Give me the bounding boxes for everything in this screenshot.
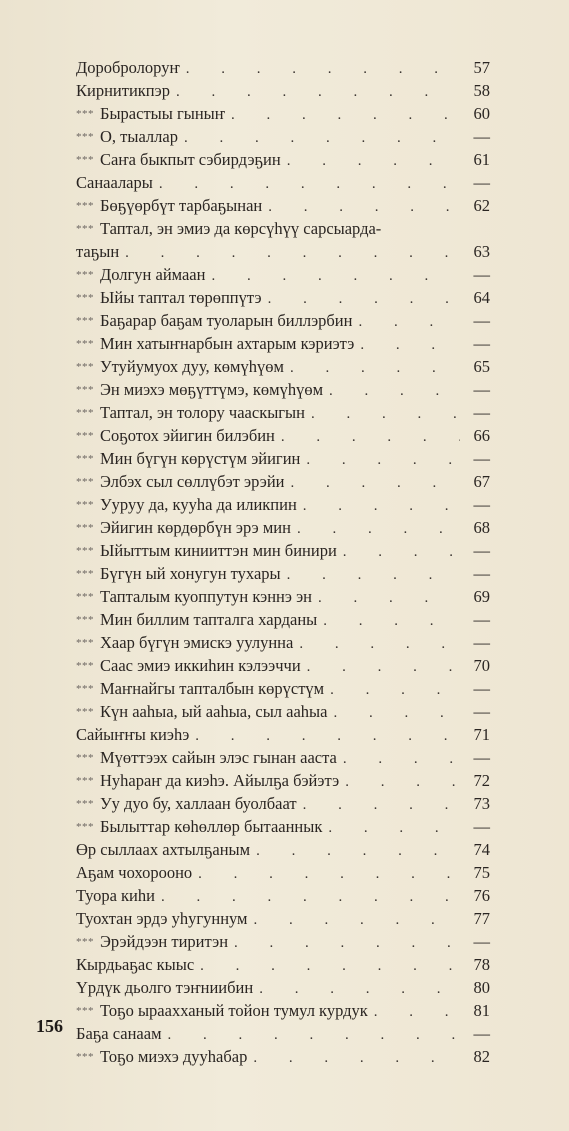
- toc-entry-page: 82: [473, 1047, 490, 1066]
- toc-entry-page: —: [473, 541, 490, 560]
- toc-entry-title: Элбэх сыл сөллүбэт эрэйи: [100, 472, 285, 491]
- toc-entry-title: Эрэйдээн тиритэн: [100, 932, 229, 951]
- toc-entry-title: Соҕотох эйигин билэбин: [100, 426, 275, 445]
- toc-entry-title: О, тыаллар: [100, 127, 178, 146]
- toc-entry: [76, 79, 490, 102]
- toc-entry-page: —: [473, 495, 490, 514]
- asterisk-marker: ***: [76, 821, 94, 833]
- toc-entry-page: 81: [473, 1001, 490, 1020]
- toc-entry-page: 57: [473, 58, 490, 77]
- asterisk-marker: ***: [76, 660, 94, 672]
- asterisk-marker: ***: [76, 522, 94, 534]
- toc-entry-title: Таптал, эн эмиэ да көрсүһүү сарсыарда-: [100, 219, 382, 238]
- asterisk-marker: ***: [76, 936, 94, 948]
- toc-entry: [76, 309, 490, 332]
- asterisk-marker: ***: [76, 292, 94, 304]
- toc-entry: [76, 401, 490, 424]
- toc-entry-title: Утуйумуох дуу, көмүһүөм: [100, 357, 284, 376]
- toc-entry: [76, 861, 490, 884]
- toc-entry-page: 71: [473, 725, 490, 744]
- dot-leader: [153, 173, 460, 196]
- dot-leader: [194, 955, 460, 978]
- toc-entry-title: Эйигин көрдөрбүн эрэ мин: [100, 518, 291, 537]
- asterisk-marker: ***: [76, 798, 94, 810]
- toc-entry-title: Саас эмиэ иккиһин кэлээччи: [100, 656, 301, 675]
- dot-leader: [262, 288, 460, 311]
- toc-entry-page: —: [473, 1024, 490, 1043]
- toc-entry-title: Өр сыллаах ахтылҕаным: [76, 840, 251, 859]
- asterisk-marker: ***: [76, 752, 94, 764]
- toc-entry-title: Мүөттээх сайын элэс гынан ааста: [100, 748, 337, 767]
- toc-entry-page: —: [473, 127, 490, 146]
- asterisk-marker: ***: [76, 1051, 94, 1063]
- dot-leader: [305, 403, 460, 426]
- toc-entry: [76, 677, 490, 700]
- toc-entry-page: 60: [473, 104, 490, 123]
- toc-entry-page: 65: [473, 357, 490, 376]
- toc-entry: [76, 194, 490, 217]
- dot-leader: [291, 518, 460, 541]
- toc-entry-page: 58: [473, 81, 490, 100]
- dot-leader: [368, 1001, 460, 1024]
- toc-entry: [76, 930, 490, 953]
- asterisk-marker: ***: [76, 637, 94, 649]
- toc-entry: [76, 976, 490, 999]
- toc-entry: [76, 286, 490, 309]
- toc-entry-page: 73: [473, 794, 490, 813]
- dot-leader: [323, 380, 460, 403]
- toc-entry-title: Маҥнайгы тапталбын көрүстүм: [100, 679, 325, 698]
- toc-entry-page: —: [473, 449, 490, 468]
- asterisk-marker: ***: [76, 223, 94, 235]
- toc-entry: [76, 907, 490, 930]
- asterisk-marker: ***: [76, 315, 94, 327]
- toc-entry-page: —: [473, 817, 490, 836]
- toc-entry-title: Туора киһи: [76, 886, 155, 905]
- toc-entry-title: Саҥа быкпыт сэбирдэҕин: [100, 150, 281, 169]
- toc-entry: [76, 562, 490, 585]
- toc-entry-page: —: [473, 265, 490, 284]
- dot-leader: [155, 886, 460, 909]
- dot-leader: [192, 863, 460, 886]
- toc-entry-page: —: [473, 380, 490, 399]
- toc-entry: [76, 1022, 490, 1045]
- dot-leader: [248, 909, 461, 932]
- toc-entry: [76, 884, 490, 907]
- asterisk-marker: ***: [76, 568, 94, 580]
- dot-leader: [327, 702, 460, 725]
- dot-leader: [253, 978, 460, 1001]
- dot-leader: [178, 127, 460, 150]
- toc-entry: [76, 815, 490, 838]
- toc-entry-page: 61: [473, 150, 490, 169]
- dot-leader: [250, 840, 460, 863]
- dot-leader: [225, 104, 460, 127]
- toc-entry-page: —: [473, 679, 490, 698]
- asterisk-marker: ***: [76, 453, 94, 465]
- toc-entry: [76, 838, 490, 861]
- dot-leader: [354, 334, 460, 357]
- toc-entry: [76, 447, 490, 470]
- dot-leader: [293, 633, 460, 656]
- asterisk-marker: ***: [76, 683, 94, 695]
- toc-entry: [76, 217, 490, 240]
- toc-entry-page: 63: [473, 242, 490, 261]
- toc-entry-page: 77: [473, 909, 490, 928]
- page-number: 156: [36, 1016, 63, 1036]
- toc-entry-title: Мин биллим тапталга харданы: [100, 610, 318, 629]
- toc-entry-page: 72: [473, 771, 490, 790]
- dot-leader: [284, 472, 460, 495]
- asterisk-marker: ***: [76, 108, 94, 120]
- dot-leader: [119, 242, 460, 265]
- toc-entry: [76, 56, 490, 79]
- toc-entry-title: Ыйыттым кинииттэн мин бинири: [100, 541, 337, 560]
- toc-entry: [76, 999, 490, 1022]
- toc-entry: [76, 746, 490, 769]
- toc-entry-title: Кирнитикпэр: [76, 81, 170, 100]
- toc-entry-page: —: [473, 564, 490, 583]
- dot-leader: [337, 748, 460, 771]
- asterisk-marker: ***: [76, 1005, 94, 1017]
- toc-entry: [76, 171, 490, 194]
- toc-entry: [76, 585, 490, 608]
- dot-leader: [301, 656, 460, 679]
- toc-entry-title: Мин хатыҥнарбын ахтарым кэриэтэ: [100, 334, 355, 353]
- dot-leader: [322, 817, 460, 840]
- toc-entry-title: Туохтан эрдэ уһугуннум: [76, 909, 248, 928]
- toc-entry-title: Мин бүгүн көрүстүм эйигин: [100, 449, 301, 468]
- toc-entry-title: Сайыҥҥы киэһэ: [76, 725, 190, 744]
- toc-entry-page: 62: [473, 196, 490, 215]
- table-of-contents: [76, 56, 490, 1068]
- toc-entry-page: 69: [473, 587, 490, 606]
- asterisk-marker: ***: [76, 545, 94, 557]
- toc-entry-title: Ыйы таптал төрөппүтэ: [100, 288, 262, 307]
- toc-entry: [76, 240, 490, 263]
- toc-entry-page: 78: [473, 955, 490, 974]
- dot-leader: [337, 541, 460, 564]
- asterisk-marker: ***: [76, 476, 94, 488]
- dot-leader: [180, 58, 460, 81]
- toc-entry-page: 74: [473, 840, 490, 859]
- toc-entry-page: —: [473, 173, 490, 192]
- toc-entry-page: 70: [473, 656, 490, 675]
- toc-entry: [76, 700, 490, 723]
- toc-entry-page: —: [473, 932, 490, 951]
- toc-entry-page: 64: [473, 288, 490, 307]
- dot-leader: [300, 449, 460, 472]
- toc-entry: [76, 769, 490, 792]
- dot-leader: [297, 794, 460, 817]
- dot-leader: [324, 679, 460, 702]
- toc-entry: [76, 424, 490, 447]
- asterisk-marker: ***: [76, 775, 94, 787]
- toc-entry: [76, 1045, 490, 1068]
- toc-entry-title: Санаалары: [76, 173, 153, 192]
- toc-entry: [76, 355, 490, 378]
- toc-entry-title: таҕын: [76, 242, 120, 261]
- toc-entry-title: Уу дуо бу, халлаан буолбаат: [100, 794, 297, 813]
- toc-entry: [76, 608, 490, 631]
- toc-entry-page: —: [473, 403, 490, 422]
- dot-leader: [312, 587, 460, 610]
- toc-entry: [76, 654, 490, 677]
- toc-entry-title: Баҕарар баҕам туоларын биллэрбин: [100, 311, 353, 330]
- asterisk-marker: ***: [76, 361, 94, 373]
- dot-leader: [228, 932, 460, 955]
- toc-entry-title: Үрдүк дьолго тэҥниибин: [76, 978, 254, 997]
- dot-leader: [247, 1047, 460, 1070]
- asterisk-marker: ***: [76, 591, 94, 603]
- toc-entry-title: Хаар бүгүн эмискэ уулунна: [100, 633, 294, 652]
- toc-entry: [76, 792, 490, 815]
- toc-entry-title: Доробролоруҥ: [76, 58, 180, 77]
- toc-entry: [76, 148, 490, 171]
- dot-leader: [262, 196, 460, 219]
- dot-leader: [339, 771, 460, 794]
- toc-entry-title: Бырастыы гыныҥ: [100, 104, 226, 123]
- toc-entry-page: —: [473, 748, 490, 767]
- dot-leader: [170, 81, 460, 104]
- toc-entry-title: Кырдьаҕас кыыс: [76, 955, 195, 974]
- toc-entry-page: 76: [473, 886, 490, 905]
- toc-entry: [76, 470, 490, 493]
- toc-entry-page: 67: [473, 472, 490, 491]
- dot-leader: [189, 725, 460, 748]
- toc-entry-page: 68: [473, 518, 490, 537]
- asterisk-marker: ***: [76, 407, 94, 419]
- toc-entry: [76, 516, 490, 539]
- toc-entry-title: Баҕа санаам: [76, 1024, 162, 1043]
- toc-entry-page: —: [473, 610, 490, 629]
- toc-entry-title: Долгун аймаан: [100, 265, 206, 284]
- toc-entry: [76, 332, 490, 355]
- asterisk-marker: ***: [76, 131, 94, 143]
- toc-entry-page: 75: [473, 863, 490, 882]
- toc-entry-title: Ууруу да, кууһа да иликпин: [100, 495, 297, 514]
- asterisk-marker: ***: [76, 338, 94, 350]
- toc-entry-page: —: [473, 702, 490, 721]
- toc-entry: [76, 125, 490, 148]
- toc-entry-title: Таптал, эн толору чааскыгын: [100, 403, 305, 422]
- asterisk-marker: ***: [76, 200, 94, 212]
- toc-entry: [76, 102, 490, 125]
- toc-entry-page: —: [473, 311, 490, 330]
- toc-entry-title: Былыттар көһөллөр бытааннык: [100, 817, 323, 836]
- toc-entry: [76, 493, 490, 516]
- asterisk-marker: ***: [76, 154, 94, 166]
- toc-entry-title: Бөҕүөрбүт тарбаҕынан: [100, 196, 263, 215]
- dot-leader: [281, 150, 460, 173]
- asterisk-marker: ***: [76, 706, 94, 718]
- toc-entry-title: Аҕам чохороонo: [76, 863, 193, 882]
- asterisk-marker: ***: [76, 430, 94, 442]
- toc-entry: [76, 631, 490, 654]
- toc-entry: [76, 263, 490, 286]
- toc-entry: [76, 953, 490, 976]
- asterisk-marker: ***: [76, 269, 94, 281]
- toc-entry-page: —: [473, 633, 490, 652]
- toc-entry-title: Тапталым куоппутун кэннэ эн: [100, 587, 313, 606]
- toc-entry-title: Бүгүн ый хонугун тухары: [100, 564, 281, 583]
- toc-entry: [76, 378, 490, 401]
- dot-leader: [281, 564, 460, 587]
- toc-entry: [76, 723, 490, 746]
- dot-leader: [205, 265, 460, 288]
- toc-entry-page: —: [473, 334, 490, 353]
- toc-entry-page: 66: [473, 426, 490, 445]
- asterisk-marker: ***: [76, 384, 94, 396]
- toc-entry-title: Нуһараҥ да киэһэ. Айылҕа бэйэтэ: [100, 771, 340, 790]
- asterisk-marker: ***: [76, 499, 94, 511]
- toc-entry-title: Тоҕо ыраахханый тойон тумул курдук: [100, 1001, 368, 1020]
- toc-entry-title: Күн ааһыа, ый ааһыа, сыл ааһыа: [100, 702, 328, 721]
- dot-leader: [275, 426, 460, 449]
- toc-entry-page: 80: [473, 978, 490, 997]
- toc-entry-title: Тоҕо миэхэ дууһабар: [100, 1047, 248, 1066]
- dot-leader: [297, 495, 460, 518]
- dot-leader: [284, 357, 460, 380]
- toc-entry-title: Эн миэхэ мөҕүттүмэ, көмүһүөм: [100, 380, 324, 399]
- asterisk-marker: ***: [76, 614, 94, 626]
- dot-leader: [317, 610, 460, 633]
- dot-leader: [162, 1024, 460, 1047]
- dot-leader: [352, 311, 460, 334]
- toc-entry: [76, 539, 490, 562]
